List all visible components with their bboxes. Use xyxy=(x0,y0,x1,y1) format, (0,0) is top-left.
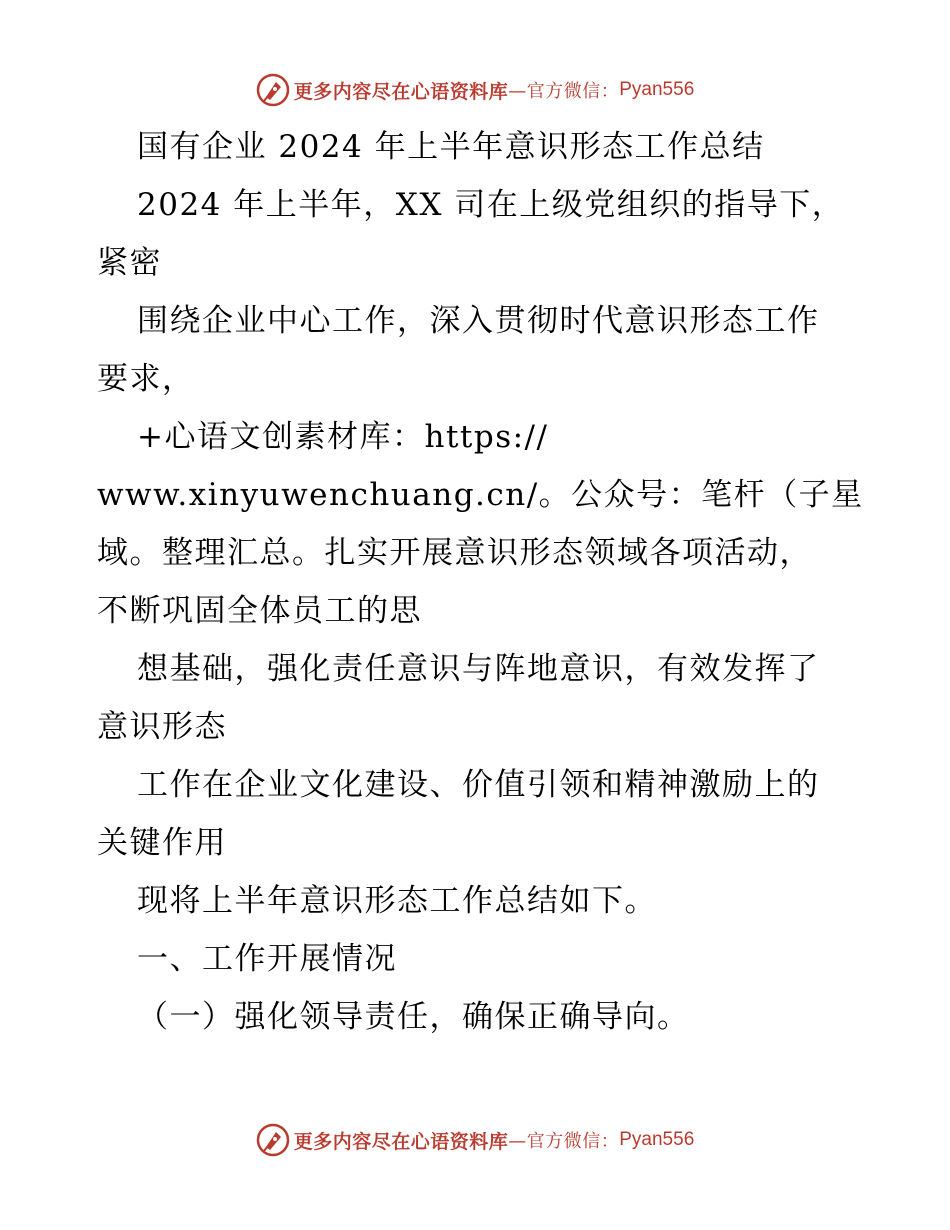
paragraph-line: 2024 年上半年，XX 司在上级党组织的指导下， xyxy=(137,187,845,223)
banner-sub-text: —官方微信： xyxy=(508,1131,620,1152)
pen-nib-icon xyxy=(256,73,290,107)
banner-wechat-id: Pyan556 xyxy=(619,1129,695,1150)
subsection-heading: （一）强化领导责任，确保正确导向。 xyxy=(137,999,690,1035)
paragraph-line: 域。整理汇总。扎实开展意识形态领域各项活动， xyxy=(97,535,812,571)
pen-nib-icon xyxy=(256,1123,290,1157)
paragraph-line: +心语文创素材库：https:// xyxy=(137,419,549,455)
banner-sub-text: —官方微信： xyxy=(508,81,620,102)
paragraph-line: 现将上半年意识形态工作总结如下。 xyxy=(137,883,657,919)
paragraph-line: 意识形态 xyxy=(97,709,227,745)
paragraph-line: 要求， xyxy=(97,361,195,397)
paragraph-line: www.xinyuwenchuang.cn/。公众号：笔杆（子星 xyxy=(97,477,864,513)
paragraph-line: 工作在企业文化建设、价值引领和精神激励上的 xyxy=(137,767,820,803)
banner-main-text: 更多内容尽在心语资料库 xyxy=(293,1130,509,1153)
banner-wechat-id: Pyan556 xyxy=(619,79,695,100)
footer-banner xyxy=(0,1120,950,1160)
header-banner xyxy=(0,70,950,110)
paragraph-line: 关键作用 xyxy=(97,825,227,861)
paragraph-line: 围绕企业中心工作，深入贯彻时代意识形态工作 xyxy=(137,303,820,339)
section-heading: 一、工作开展情况 xyxy=(137,941,397,977)
banner-main-text: 更多内容尽在心语资料库 xyxy=(293,80,509,103)
paragraph-line: 紧密 xyxy=(97,245,162,281)
document-body xyxy=(97,118,864,1046)
paragraph-line: 想基础，强化责任意识与阵地意识，有效发挥了 xyxy=(137,651,820,687)
paragraph-line: 不断巩固全体员工的思 xyxy=(97,593,422,629)
document-title: 国有企业 2024 年上半年意识形态工作总结 xyxy=(137,129,765,165)
